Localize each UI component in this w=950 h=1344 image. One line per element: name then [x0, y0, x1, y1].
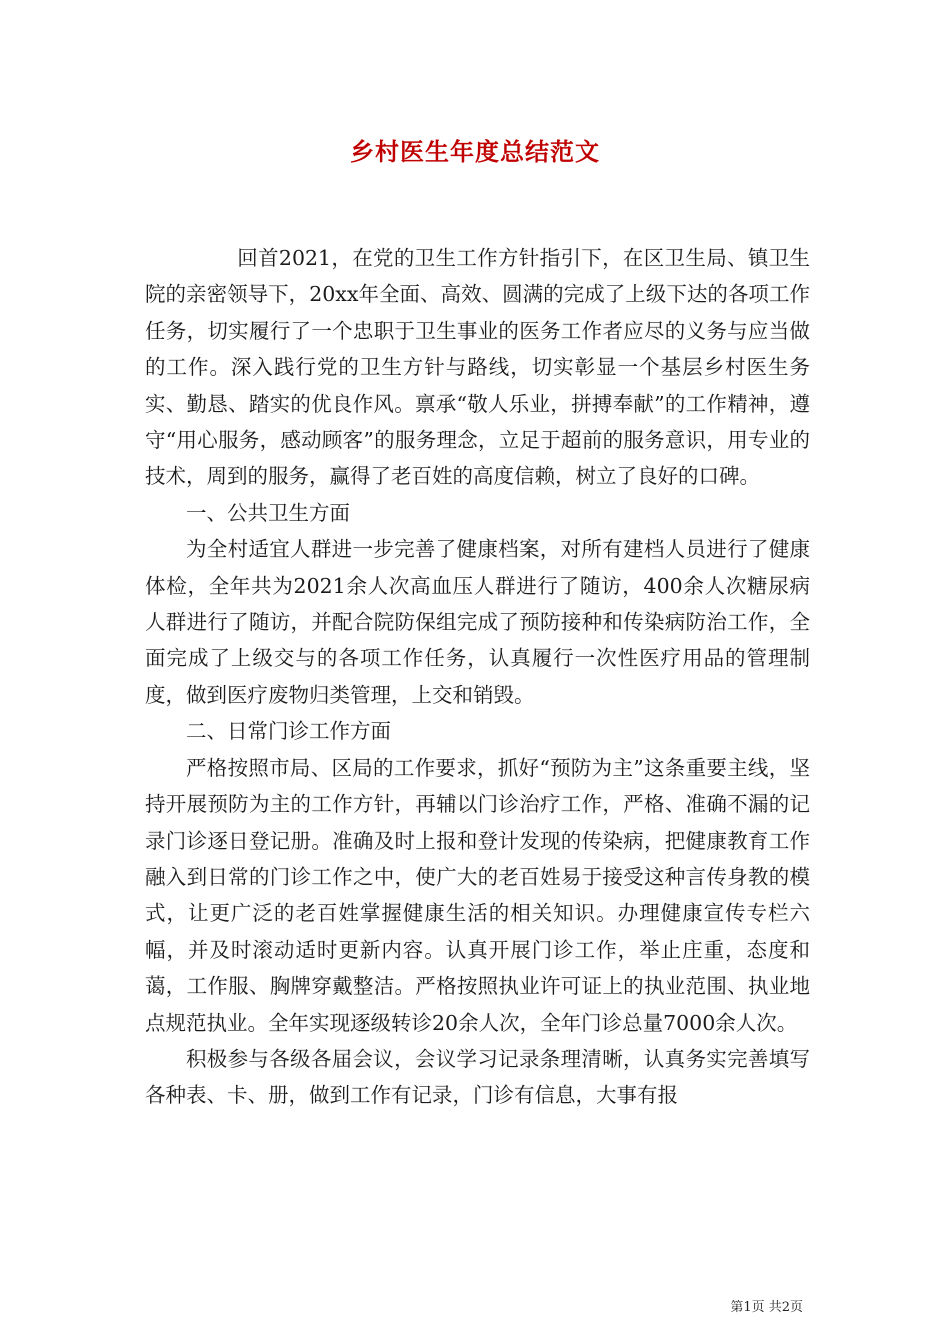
paragraph-outpatient: 严格按照市局、区局的工作要求，抓好“预防为主”这条重要主线，坚持开展预防为主的工作方针，再辅以门诊治疗工作，严格、准确不漏的记录门诊逐日登记册。准确及时上报和登计发现的传染病，把健康教育工作融入到日常的门诊工作之中，使广大的老百姓易于接受这种言传身教的模式，让更广泛的老百姓掌握健康生活的相关知识。办理健康宣传专栏六幅，并及时滚动适时更新内容。认真开展门诊工作，举止庄重，态度和蔼，工作服、胸牌穿戴整洁。严格按照执业许可证上的执业范围、执业地点规范执业。全年实现逐级转诊20余人次，全年门诊总量7000余人次。	[145, 755, 810, 1035]
document-title: 乡村医生年度总结范文	[350, 138, 600, 166]
paragraph-public-health: 为全村适宜人群进一步完善了健康档案，对所有建档人员进行了健康体检，全年共为2021余人次高血压人群进行了随访，400余人次糖尿病人群进行了随访，并配合院防保组完成了预防接种和传染病防治工作，全面完成了上级交与的各项工作任务，认真履行一次性医疗用品的管理制度，做到医疗废物归类管理，上交和销毁。	[145, 537, 810, 707]
section-heading-public-health: 一、公共卫生方面	[186, 500, 350, 525]
section-heading-outpatient: 二、日常门诊工作方面	[186, 719, 391, 744]
page-number: 第1页 共2页	[730, 1300, 803, 1315]
paragraph-meetings: 积极参与各级各届会议，会议学习记录条理清晰，认真务实完善填写各种表、卡、册，做到工作有记录，门诊有信息，大事有报	[145, 1046, 810, 1108]
paragraph-intro: 回首2021，在党的卫生工作方针指引下，在区卫生局、镇卫生院的亲密领导下，20xx年全面、高效、圆满的完成了上级下达的各项工作任务，切实履行了一个忠职于卫生事业的医务工作者应尽的义务与应当做的工作。深入践行党的卫生方针与路线，切实彰显一个基层乡村医生务实、勤恳、踏实的优良作风。禀承“敬人乐业，拼搏奉献”的工作精神，遵守“用心服务，感动顾客”的服务理念，立足于超前的服务意识，用专业的技术，周到的服务，赢得了老百姓的高度信赖，树立了良好的口碑。	[145, 246, 810, 489]
document-body	[145, 240, 810, 1114]
